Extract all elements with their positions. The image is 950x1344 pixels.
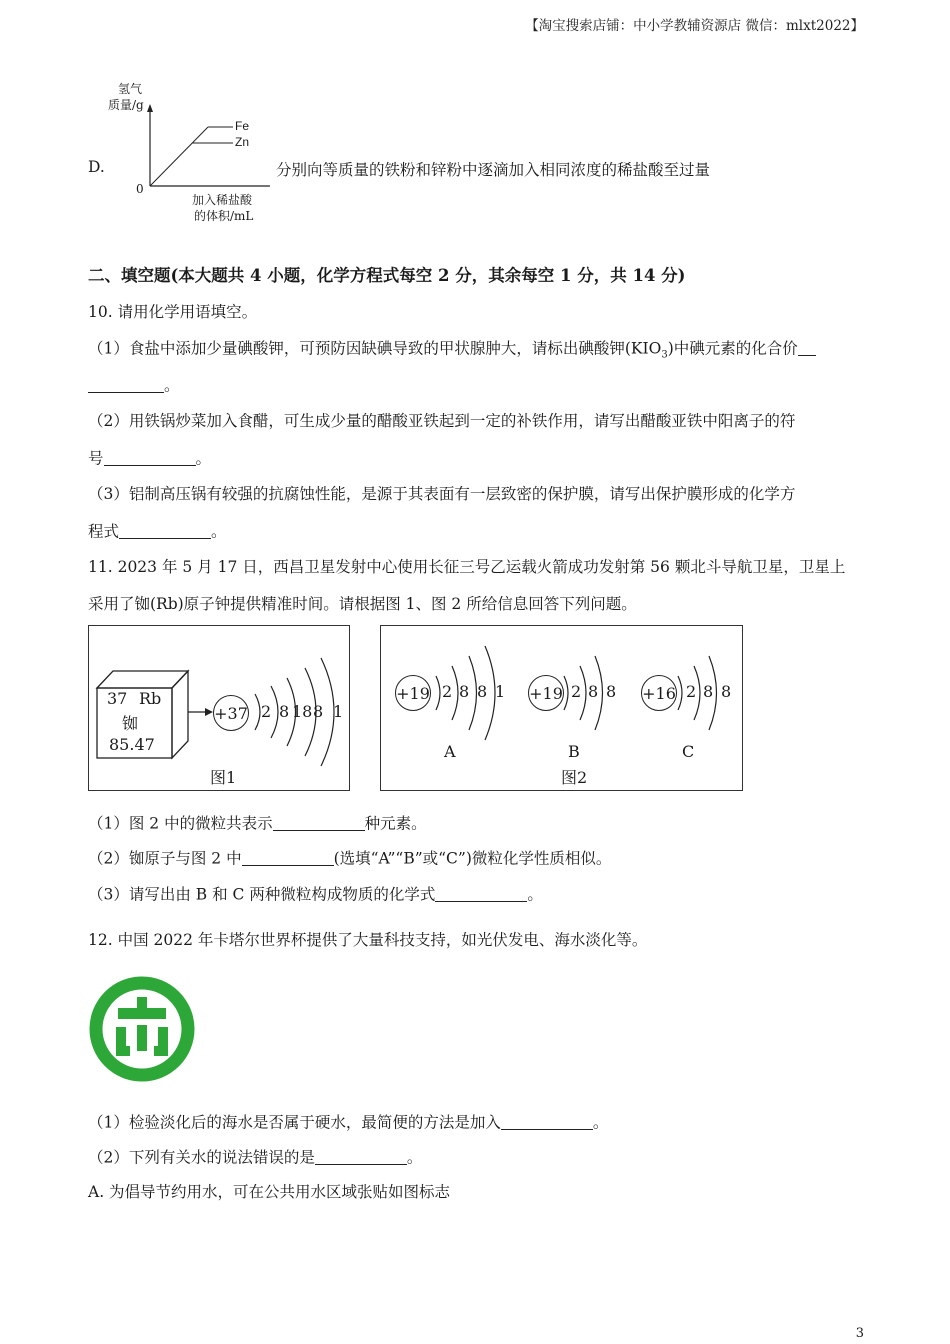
q10-stem: 10. 请用化学用语填空。 — [88, 303, 258, 321]
element-cube-side — [172, 671, 188, 758]
q11-part3-text-a: （3）请写出由 B 和 C 两种微粒构成物质的化学式 — [88, 885, 436, 904]
q10-part1-blank[interactable] — [88, 376, 164, 393]
rb-shell-5: 1 — [333, 702, 344, 721]
rb-shell-1: 2 — [261, 702, 272, 721]
graph-ylabel-1: 氢气 — [118, 82, 143, 96]
water-saving-logo — [88, 975, 196, 1083]
q11-part1 — [88, 814, 427, 833]
q10-part3-text-b: 程式 — [88, 522, 120, 541]
q12-part1 — [88, 1113, 608, 1132]
q12-part1-text-a: （1）检验淡化后的海水是否属于硬水，最简便的方法是加入 — [88, 1113, 501, 1132]
element-mass: 85.47 — [109, 735, 155, 754]
q11-part1-text-a: （1）图 2 中的微粒共表示 — [88, 814, 273, 833]
figure-2 — [380, 625, 743, 791]
section-heading: 二、填空题(本大题共 4 小题，化学方程式每空 2 分，其余每空 1 分，共 14 分) — [88, 266, 686, 285]
q11-part2-text-a: （2）铷原子与图 2 中 — [88, 849, 242, 868]
q11-part3 — [88, 885, 543, 904]
particle-c-shell-3: 8 — [721, 682, 732, 701]
q11-part2-blank[interactable] — [242, 849, 334, 866]
rb-shell-3: 18 — [292, 702, 313, 721]
option-d-text: 分别向等质量的铁粉和锌粉中逐滴加入相同浓度的稀盐酸至过量 — [276, 161, 711, 179]
water-saving-logo-icon — [88, 975, 196, 1083]
q11-stem-line1: 11. 2023 年 5 月 17 日，西昌卫星发射中心使用长征三号乙运载火箭成功发射第 56 颗北斗导航卫星，卫星上 — [88, 558, 846, 576]
q11-part2 — [88, 849, 611, 868]
q12-part1-end: 。 — [592, 1113, 609, 1132]
particle-a-shell-1: 2 — [442, 682, 453, 701]
logo-right-hook — [154, 1027, 163, 1051]
q10-part1-line2 — [88, 376, 180, 395]
particle-c-label: C — [682, 742, 695, 761]
rb-shell-4: 8 — [313, 702, 324, 721]
y-axis-arrow — [147, 104, 153, 112]
arrow-head — [205, 708, 213, 716]
q11-part1-text-b: 种元素。 — [364, 814, 427, 833]
q12-part2 — [88, 1148, 422, 1167]
particle-a-shell-2: 8 — [459, 682, 470, 701]
particle-c-shell-2: 8 — [703, 682, 714, 701]
logo-center-stem — [137, 1025, 147, 1051]
graph-fe-label: Fe — [235, 119, 250, 133]
page-number: 3 — [855, 1326, 864, 1341]
element-name: 铷 — [122, 714, 139, 733]
q10-part2-text-b: 号 — [88, 449, 104, 468]
option-d-graph — [100, 78, 270, 228]
q10-part3-end: 。 — [211, 522, 227, 541]
fe-line-rise — [150, 127, 208, 186]
q10-part2-blank[interactable] — [104, 449, 196, 466]
q10-part2-end: 。 — [195, 449, 212, 468]
figure-1 — [88, 625, 350, 791]
q10-part2-line2 — [88, 449, 211, 468]
page-header: 【淘宝搜索店铺：中小学教辅资源店 微信：mlxt2022】 — [525, 18, 864, 34]
q12-part2-blank[interactable] — [315, 1148, 407, 1165]
particle-a-shell-3: 8 — [477, 682, 488, 701]
particle-c-nucleus: +16 — [641, 675, 677, 711]
q10-part1-text-b: )中碘元素的化合价 — [667, 339, 798, 358]
q10-part3-blank[interactable] — [119, 522, 211, 539]
q10-part3-line2 — [88, 522, 227, 541]
logo-left-hook — [121, 1027, 130, 1051]
particle-b-nucleus: +19 — [528, 675, 564, 711]
q10-part1-end: 。 — [164, 376, 180, 395]
particle-b-shell-1: 2 — [571, 682, 582, 701]
q11-stem-line2: 采用了铷(Rb)原子钟提供精准时间。请根据图 1、图 2 所给信息回答下列问题。 — [88, 595, 637, 613]
particle-c-shell-1: 2 — [686, 682, 697, 701]
q12-part2-end: 。 — [406, 1148, 423, 1167]
figure-2-caption: 图2 — [561, 768, 588, 787]
q10-part1-line1 — [88, 339, 816, 362]
rb-shell-2: 8 — [279, 702, 290, 721]
element-symbol: Rb — [139, 689, 162, 708]
q10-part1-subscript: 3 — [661, 349, 668, 361]
graph-xlabel-2: 的体积/mL — [194, 209, 254, 223]
q12-stem: 12. 中国 2022 年卡塔尔世界杯提供了大量科技支持，如光伏发电、海水淡化等。 — [88, 931, 648, 949]
q12-part2-text-a: （2）下列有关水的说法错误的是 — [88, 1148, 315, 1167]
q11-part3-blank[interactable] — [435, 885, 527, 902]
q12-part1-blank[interactable] — [501, 1113, 593, 1130]
q11-part3-end: 。 — [527, 885, 543, 904]
particle-a-label: A — [444, 742, 456, 761]
q11-part2-text-b: (选填“A”“B”或“C”)微粒化学性质相似。 — [333, 849, 612, 868]
rb-nucleus: +37 — [213, 695, 249, 731]
graph-origin: 0 — [136, 182, 144, 196]
particle-a-shell-4: 1 — [495, 682, 506, 701]
graph-ylabel-2: 质量/g — [108, 98, 144, 112]
particle-a-nucleus: +19 — [395, 675, 431, 711]
logo-top-stem — [137, 997, 147, 1013]
q10-part1-blank-start — [798, 339, 816, 356]
particle-b-label: B — [568, 742, 580, 761]
graph-zn-label: Zn — [235, 135, 250, 149]
q10-part2-line1: （2）用铁锅炒菜加入食醋，可生成少量的醋酸亚铁起到一定的补铁作用，请写出醋酸亚铁中阳离子的符 — [88, 412, 796, 430]
particle-b-shell-2: 8 — [588, 682, 599, 701]
element-number: 37 — [107, 689, 128, 708]
q10-part3-line1: （3）铝制高压锅有较强的抗腐蚀性能，是源于其表面有一层致密的保护膜，请写出保护膜形成的化学方 — [88, 485, 796, 503]
option-d-label: D. — [88, 158, 105, 176]
figure-1-caption: 图1 — [210, 768, 237, 787]
graph-xlabel-1: 加入稀盐酸 — [192, 193, 253, 207]
particle-b-shell-3: 8 — [606, 682, 617, 701]
q10-part1-text-a: （1）食盐中添加少量碘酸钾，可预防因缺碘导致的甲状腺肿大，请标出碘酸钾(KIO — [88, 339, 662, 358]
q12-option-a: A. 为倡导节约用水，可在公共用水区域张贴如图标志 — [88, 1183, 451, 1201]
q11-part1-blank[interactable] — [273, 814, 365, 831]
